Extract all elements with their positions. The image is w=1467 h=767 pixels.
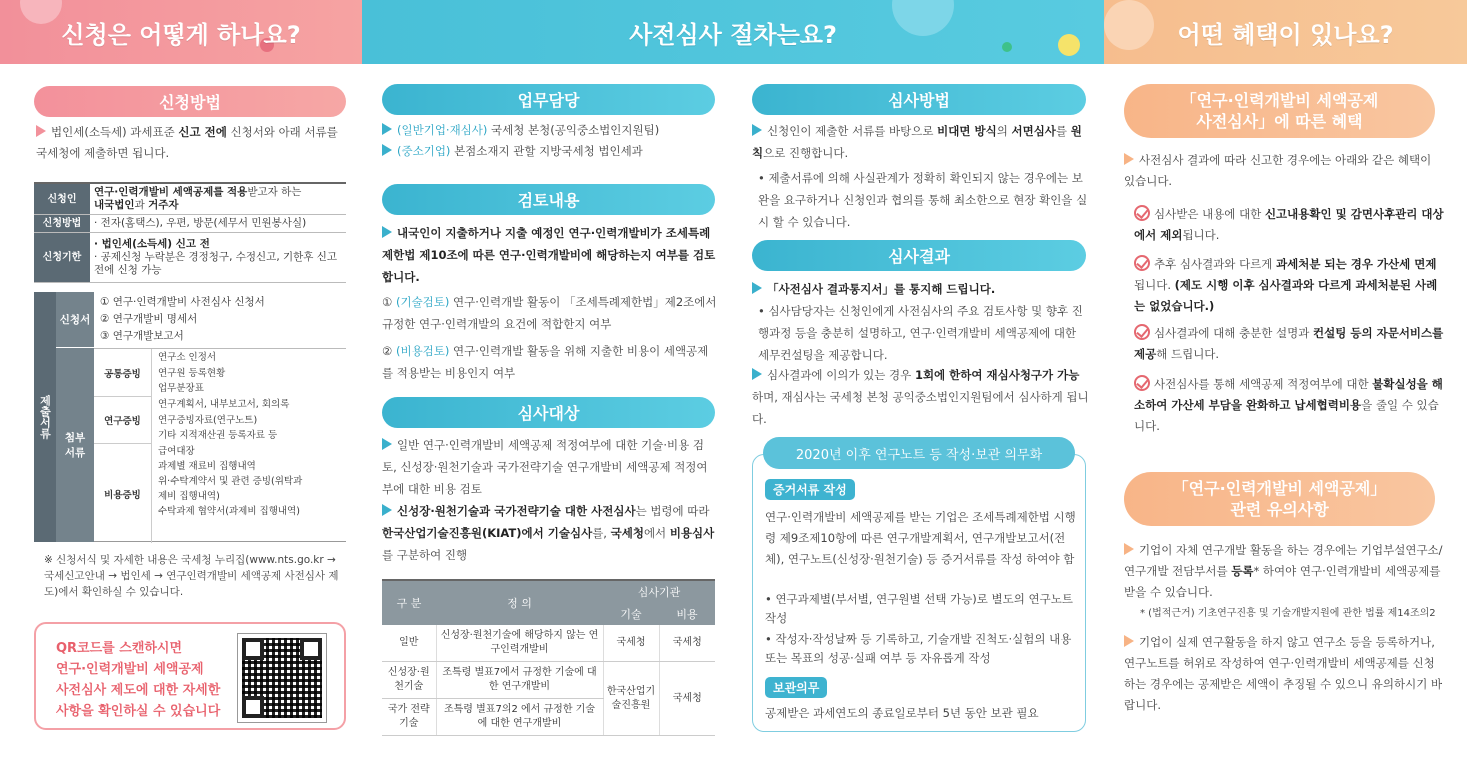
table-row: 신성장·원천기술 조특령 별표7에서 규정한 기술에 대한 연구개발비 한국산업기술진흥원 국세청 (382, 662, 715, 699)
table-row: 신청인 연구·인력개발비 세액공제를 적용받고자 하는 내국법인과 거주자 (34, 183, 346, 215)
form-head: 신청서 (56, 292, 94, 348)
table-header-row: 구 분 정 의 심사기관 (382, 580, 715, 603)
check-icon (1134, 255, 1150, 271)
benefit-1: 심사받은 내용에 대한 신고내용확인 및 감면사후관리 대상에서 제외됩니다. (1134, 207, 1444, 242)
evidence-tag: 증거서류 작성 (765, 479, 855, 500)
decor-dot (1058, 34, 1080, 56)
review-main: 내국인이 지출하거나 지출 예정인 연구·인력개발비가 조세특례제한법 제10조에 따른 연구·인력개발비에 해당하는지 여부를 검토합니다. (382, 226, 716, 284)
group-common: 공통증빙 (94, 349, 152, 397)
result-2: • 심사담당자는 신청인에게 사전심사의 주요 검토사항 및 향후 진행과정 등을 충분히 설명하고, 연구·인력개발비 세액공제에 대한 세무컨설팅을 제공합니다. (758, 304, 1083, 362)
review-agency-table (382, 579, 715, 736)
apply-table (34, 182, 346, 283)
group-cost: 비용증빙 (94, 444, 152, 543)
column-procedure-1 (362, 64, 734, 767)
header-left-title: 신청은 어떻게 하나요? (61, 20, 301, 49)
header-right-band (1104, 0, 1467, 64)
table-row: 국가 전략기술 조특령 별표7의2 에서 규정한 기술에 대한 연구개발비 (382, 699, 715, 736)
qr-code-icon[interactable] (238, 634, 326, 722)
caution-1: 기업이 자체 연구개발 활동을 하는 경우에는 기업부설연구소/연구개발 전담부서를 등록* 하여야 연구·인력개발비 세액공제를 받을 수 있습니다. (1124, 543, 1443, 599)
section-title-result: 심사결과 (752, 240, 1086, 271)
review-cost: ② (비용검토) 연구·인력개발 활동을 위해 지출한 비용이 세액공제를 적용받는 비용인지 여부 (382, 344, 709, 380)
benefit-2: 추후 심사결과와 다르게 과세처분 되는 경우 가산세 면제됩니다. (제도 시행 이후 심사결과와 다르게 과세처분된 사례는 없었습니다.) (1134, 257, 1438, 313)
group-research-items: 연구계획서, 내부보고서, 회의록 연구증빙자료(연구노트) 기타 지적재산권 등록자료 등 (158, 399, 290, 441)
header-left-band (0, 0, 362, 64)
apply-intro: 법인세(소득세) 과세표준 신고 전에 신청서와 아래 서류를 국세청에 제출하면 됩니다. (36, 125, 338, 160)
header-center-band (362, 0, 1104, 64)
column-procedure-2 (734, 64, 1104, 767)
section-title-review: 검토내용 (382, 184, 715, 215)
check-icon (1134, 205, 1150, 221)
benefit-intro: 사전심사 결과에 따라 신고한 경우에는 아래와 같은 혜택이 있습니다. (1124, 153, 1432, 188)
attach-head: 첨부서류 (56, 348, 94, 542)
table-header-row: 기술 비용 (382, 603, 715, 625)
group-cost-items: 급여대장 과제별 재료비 집행내역 위·수탁계약서 및 관련 증빙(위탁과제비 집행내역) 수탁과제 협약서(과제비 집행내역) (158, 446, 303, 517)
header-right-title: 어떤 혜택이 있나요? (1177, 20, 1394, 49)
section-title-benefits: 「연구·인력개발비 세액공제 사전심사」에 따른 혜택 (1124, 84, 1435, 138)
form-list: ① 연구·인력개발비 사전심사 신청서 ② 연구개발비 명세서 ③ 연구개발보고서 (100, 296, 265, 342)
table-row: 신청기한 · 법인세(소득세) 신고 전 · 공제신청 누락분은 경정청구, 수정신고, 기한후 신고 전에 신청 가능 (34, 233, 346, 283)
section-title-apply-method: 신청방법 (34, 86, 346, 117)
column-application (0, 64, 362, 767)
review-tech: ① (기술검토) 연구·인력개발 활동이 「조세특례제한법」제2조에서 규정한 연구·인력개발의 요건에 적합한지 여부 (382, 295, 717, 331)
section-title-cautions: 「연구·인력개발비 세액공제」 관련 유의사항 (1124, 472, 1435, 526)
decor-dot (892, 0, 954, 36)
decor-dot (1104, 0, 1154, 50)
table-row: 신청방법 · 전자(홈택스), 우편, 방문(세무서 민원봉사실) (34, 215, 346, 233)
section-title-duty: 업무담당 (382, 84, 715, 115)
qr-text: QR코드를 스캔하시면 연구·인력개발비 세액공제 사전심사 제도에 대한 자세한 사항을 확인하실 수 있습니다 (56, 641, 221, 719)
evidence-bullet-1: • 연구과제별(부서별, 연구원별 선택 가능)로 별도의 연구노트 작성 (765, 592, 1073, 625)
benefit-4: 사전심사를 통해 세액공제 적정여부에 대한 불확실성을 해소하여 가산세 부담을 완화하고 납세협력비용을 줄일 수 있습니다. (1134, 377, 1443, 433)
target-general: 일반 연구·인력개발비 세액공제 적정여부에 대한 기술·비용 검토, 신성장·원천기술과 국가전략기술 연구개발비 세액공제 적정여부에 대한 비용 검토 (382, 438, 708, 496)
keep-text: 공제받은 과세연도의 종료일로부터 5년 동안 보관 필요 (765, 706, 1039, 720)
method-1: 신청인이 제출한 서류를 바탕으로 비대면 방식의 서면심사를 원칙으로 진행합니다. (752, 124, 1082, 160)
apply-note: ※ 신청서식 및 자세한 내용은 국세청 누리집(www.nts.go.kr → 국세신고안내 → 법인세 → 연구인력개발비 세액공제 사전심사 제도)에서 확인하실 수 있습니다. (44, 554, 339, 598)
header-center-title: 사전심사 절차는요? (629, 20, 837, 49)
documents-block (34, 292, 346, 542)
decor-dot (1002, 42, 1012, 52)
caution-1-note: * (법적근거) 기초연구진흥 및 기술개발지원에 관한 법률 제14조의2 (1140, 608, 1436, 619)
evidence-bullet-2: • 작성자·작성날짜 등 기록하고, 기술개발 진척도·실험의 내용 또는 목표의 성공·실패 여부 등 자유롭게 작성 (765, 632, 1072, 665)
documents-head: 제출서류 (34, 292, 56, 542)
group-common-items: 연구소 인정서 연구원 등록현황 업무분장표 (158, 352, 226, 394)
evidence-text: 연구·인력개발비 세액공제를 받는 기업은 조세특례제한법 시행령 제9조제10항에 따른 연구개발계획서, 연구개발보고서(전체), 연구노트(신성장·원천기술) 등 증거서류를 작성 하여야 함 (765, 510, 1076, 566)
research-note-box (752, 447, 1086, 732)
result-3: 심사결과에 이의가 있는 경우 1회에 한하여 재심사청구가 가능하며, 재심사는 국세청 본청 공익중소법인지원팀에서 심사하게 됩니다. (752, 368, 1089, 426)
section-title-target: 심사대상 (382, 397, 715, 428)
target-strategic: 신성장·원천기술과 국가전략기술 대한 사전심사는 법령에 따라 한국산업기술진흥원(KIAT)에서 기술심사를, 국세청에서 비용심사를 구분하여 진행 (382, 504, 715, 562)
result-1: 「사전심사 결과통지서」를 통지해 드립니다. (752, 279, 1090, 300)
table-row: 일반 신성장·원천기술에 해당하지 않는 연구인력개발비 국세청 국세청 (382, 625, 715, 662)
check-icon (1134, 324, 1150, 340)
method-2: • 제출서류에 의해 사실관계가 정확히 확인되지 않는 경우에는 보완을 요구하거나 신청인과 협의를 통해 최소한으로 현장 확인을 실시 할 수 있습니다. (758, 171, 1088, 229)
section-title-method: 심사방법 (752, 84, 1086, 115)
duty-list: (일반기업·재심사) 국세청 본청(공익중소법인지원팀) (중소기업) 본점소재지 관할 지방국세청 법인세과 (382, 120, 722, 162)
group-research: 연구증빙 (94, 397, 152, 444)
caution-2: 기업이 실제 연구활동을 하지 않고 연구소 등을 등록하거나, 연구노트를 허위로 작성하여 연구·인력개발비 세액공제를 신청하는 경우에는 공제받은 세액이 추징될 수 있으니 유의하시기 바랍니다. (1124, 635, 1443, 712)
decor-dot (20, 0, 62, 24)
column-benefits (1104, 64, 1467, 767)
attach-groups (94, 348, 346, 542)
research-note-title: 2020년 이후 연구노트 등 작성·보관 의무화 (763, 437, 1075, 469)
keep-tag: 보관의무 (765, 677, 827, 698)
benefit-3: 심사결과에 대해 충분한 설명과 컨설팅 등의 자문서비스를 제공해 드립니다. (1134, 326, 1444, 361)
qr-box (34, 622, 346, 730)
check-icon (1134, 375, 1150, 391)
